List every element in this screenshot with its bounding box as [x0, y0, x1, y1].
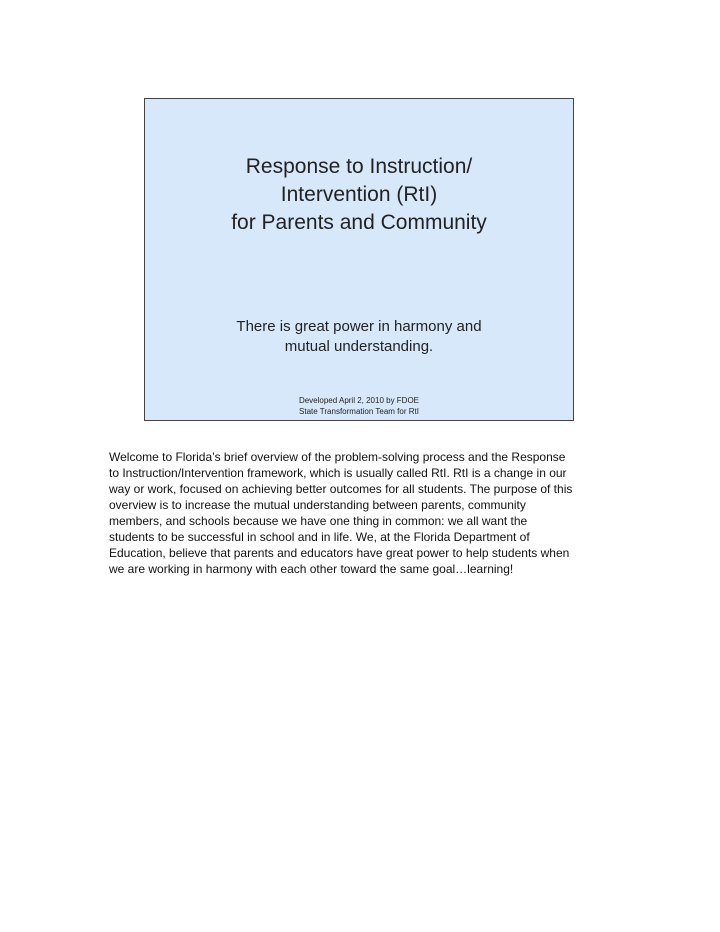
slide-credit-line: Developed April 2, 2010 by FDOE — [298, 396, 420, 405]
slide-title-line: for Parents and Community — [231, 211, 487, 234]
slide-subtitle-line: mutual understanding. — [284, 338, 434, 355]
slide-subtitle — [145, 317, 573, 357]
slide-title-line: Response to Instruction/ — [245, 155, 473, 178]
slide-thumbnail — [144, 98, 574, 421]
slide-credit — [145, 395, 573, 417]
slide-subtitle-line: There is great power in harmony and — [236, 318, 482, 335]
speaker-notes: Welcome to Florida’s brief overview of the problem-solving process and the Response to Instruction/Intervention framework, which is usually called RtI. RtI is a change in our way or work, focused on achieving better outcomes for all students. The purpose of this overview is to increase the mutual understanding between parents, community members, and schools because we have one thing in common: we all want the students to be successful in school and in life. We, at the Florida Department of Education, believe that parents and educators have great power to help students when we are working in harmony with each other toward the same goal…learning! — [109, 450, 573, 576]
slide-credit-line: State Transformation Team for RtI — [299, 407, 419, 416]
slide-title-line: Intervention (RtI) — [280, 183, 438, 206]
slide-title — [145, 153, 573, 237]
